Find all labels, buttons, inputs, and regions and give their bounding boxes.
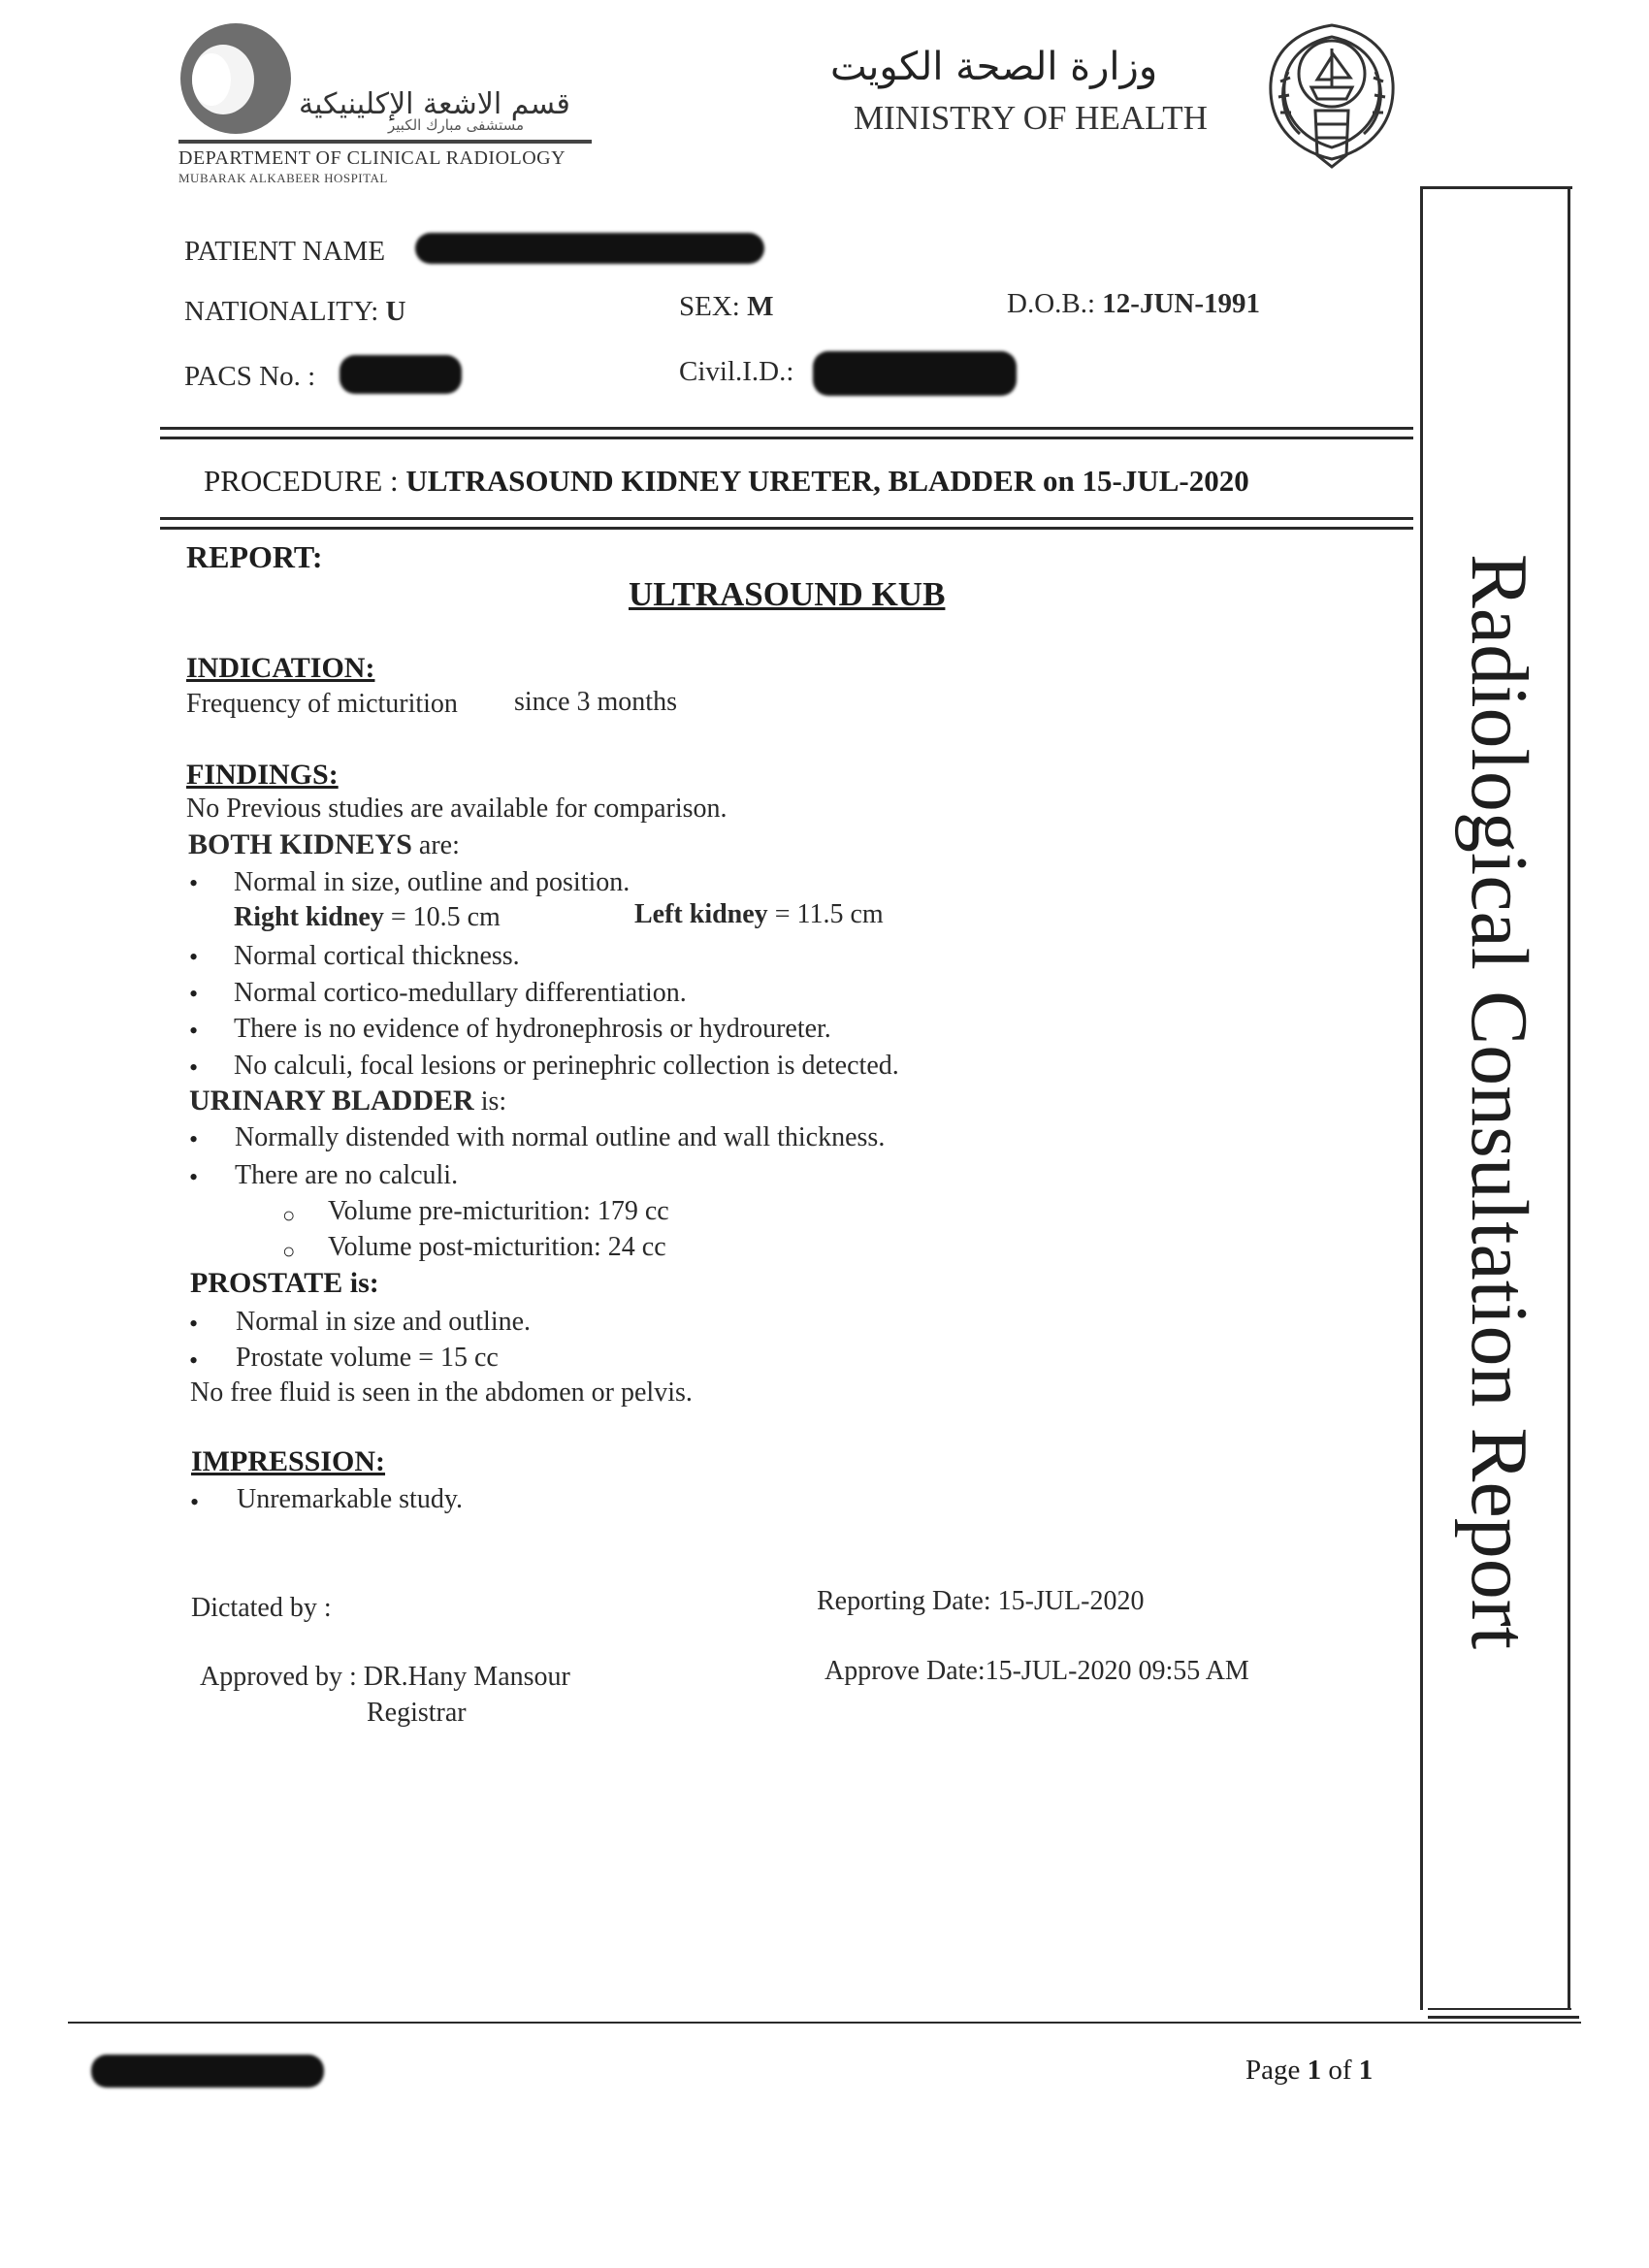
patient-divider-top-2	[160, 437, 1413, 439]
dob-value: 12-JUN-1991	[1102, 288, 1260, 319]
kidneys-heading-line	[188, 828, 460, 861]
department-name-english: DEPARTMENT OF CLINICAL RADIOLOGY	[178, 147, 566, 169]
report-label: REPORT:	[186, 539, 323, 574]
indication-heading: INDICATION:	[186, 652, 375, 684]
procedure-divider-2	[160, 527, 1413, 530]
patient-divider-top-1	[160, 427, 1413, 430]
bullet-dot: •	[189, 1346, 199, 1375]
reporting-date-value: 15-JUL-2020	[997, 1586, 1145, 1616]
bullet-dot: •	[190, 1488, 200, 1516]
circle-bullet: ○	[282, 1239, 296, 1263]
kidney-item: Normal cortico-medullary differentiation.	[234, 978, 687, 1008]
indication-text: Frequency of micturition	[186, 689, 458, 719]
kidney-item: Normal cortical thickness.	[234, 941, 520, 971]
bladder-suffix: is:	[473, 1086, 507, 1117]
approve-date-label: Approve Date:	[824, 1656, 986, 1686]
procedure-line	[204, 464, 1249, 499]
approve-date-value: 15-JUL-2020 09:55 AM	[985, 1656, 1249, 1686]
bullet-dot: •	[189, 980, 199, 1008]
dob-label: D.O.B.:	[1007, 288, 1096, 319]
bladder-subitem: Volume post-micturition: 24 cc	[328, 1232, 666, 1262]
circle-bullet: ○	[282, 1203, 296, 1227]
page-of: of	[1328, 2055, 1352, 2086]
hospital-name-english: MUBARAK ALKABEER HOSPITAL	[178, 171, 388, 185]
sex-value: M	[747, 291, 774, 322]
findings-intro: No Previous studies are available for comparison.	[186, 794, 728, 824]
bullet-dot: •	[189, 1125, 199, 1153]
impression-heading: IMPRESSION:	[191, 1445, 386, 1477]
approved-by-line	[200, 1662, 570, 1693]
kidneys-suffix: are:	[411, 830, 460, 860]
prostate-item: Normal in size and outline.	[236, 1307, 532, 1337]
bladder-item: There are no calculi.	[235, 1160, 459, 1190]
approver-name: DR.Hany Mansour	[363, 1662, 570, 1692]
kidneys-heading: BOTH KIDNEYS	[188, 828, 412, 860]
side-title-text: Radiological Consultation Report	[1454, 553, 1545, 1649]
pacs-label: PACS No. :	[184, 361, 316, 392]
page-current: 1	[1307, 2055, 1322, 2086]
department-logo	[173, 21, 299, 136]
prostate-item: Prostate volume = 15 cc	[236, 1343, 499, 1373]
patient-name-label: PATIENT NAME	[184, 236, 386, 267]
kuwait-emblem-icon	[1261, 14, 1403, 175]
left-kidney-measure	[634, 899, 884, 930]
free-fluid-statement: No free fluid is seen in the abdomen or pelvis.	[190, 1377, 693, 1408]
civil-id-redaction	[813, 351, 1017, 396]
department-name-arabic: قسم الاشعة الإكلينيكية	[299, 87, 570, 121]
hospital-name-arabic: مستشفى مبارك الكبير	[388, 116, 525, 134]
bullet-dot: •	[189, 869, 199, 897]
right-kidney-value: = 10.5 cm	[383, 902, 501, 932]
page-total: 1	[1358, 2055, 1374, 2086]
reporting-date-label: Reporting Date:	[817, 1586, 991, 1616]
prostate-heading: PROSTATE is:	[190, 1267, 379, 1299]
sex-label: SEX:	[679, 291, 740, 322]
sex-row	[679, 291, 773, 323]
indication-duration: since 3 months	[514, 687, 677, 717]
bullet-dot: •	[189, 1163, 199, 1191]
frame-bottom-rule	[1428, 2016, 1579, 2019]
side-title	[1434, 189, 1566, 2013]
approve-date-line	[824, 1656, 1249, 1687]
findings-heading: FINDINGS:	[186, 759, 339, 791]
bladder-heading-line	[189, 1085, 506, 1118]
dictated-by-label: Dictated by :	[191, 1593, 332, 1623]
department-rule	[178, 140, 592, 144]
kidney-item: There is no evidence of hydronephrosis or hydroureter.	[234, 1014, 831, 1044]
bullet-dot: •	[189, 943, 199, 971]
bladder-item: Normally distended with normal outline and wall thickness.	[235, 1122, 886, 1152]
nationality-label: NATIONALITY:	[184, 296, 379, 327]
dob-row	[1007, 288, 1260, 320]
left-kidney-value: = 11.5 cm	[767, 899, 884, 929]
footer-rule	[68, 2022, 1581, 2024]
footer-redaction	[91, 2055, 324, 2088]
bullet-dot: •	[189, 1053, 199, 1082]
bullet-dot: •	[189, 1017, 199, 1045]
report-title: ULTRASOUND KUB	[629, 575, 946, 613]
procedure-value: ULTRASOUND KIDNEY URETER, BLADDER on 15-JUL-2020	[405, 464, 1249, 498]
left-kidney-label: Left kidney	[634, 899, 768, 929]
bullet-dot: •	[189, 1310, 199, 1338]
approved-by-label: Approved by :	[200, 1662, 357, 1692]
bladder-heading: URINARY BLADDER	[189, 1085, 474, 1117]
pacs-redaction	[340, 355, 462, 394]
nationality-row	[184, 296, 406, 328]
kidney-item: No calculi, focal lesions or perinephric collection is detected.	[234, 1051, 899, 1081]
ministry-name-english: MINISTRY OF HEALTH	[854, 99, 1208, 137]
right-kidney-measure	[234, 902, 501, 933]
frame-inner-left	[1420, 186, 1423, 2010]
patient-name-redaction	[415, 233, 764, 264]
reporting-date-line	[817, 1586, 1145, 1617]
ministry-name-arabic: وزارة الصحة الكويت	[830, 45, 1158, 89]
procedure-divider-1	[160, 517, 1413, 520]
bladder-subitem: Volume pre-micturition: 179 cc	[328, 1196, 669, 1226]
approver-role: Registrar	[367, 1698, 467, 1728]
nationality-value: U	[385, 296, 406, 327]
impression-item: Unremarkable study.	[237, 1484, 463, 1514]
kidney-item: Normal in size, outline and position.	[234, 867, 630, 897]
frame-outer-right	[1568, 186, 1570, 2010]
procedure-label: PROCEDURE :	[204, 464, 399, 498]
page-indicator	[1245, 2055, 1373, 2087]
right-kidney-label: Right kidney	[234, 902, 384, 932]
civil-id-label: Civil.I.D.:	[679, 356, 794, 387]
page-label: Page	[1245, 2055, 1301, 2086]
